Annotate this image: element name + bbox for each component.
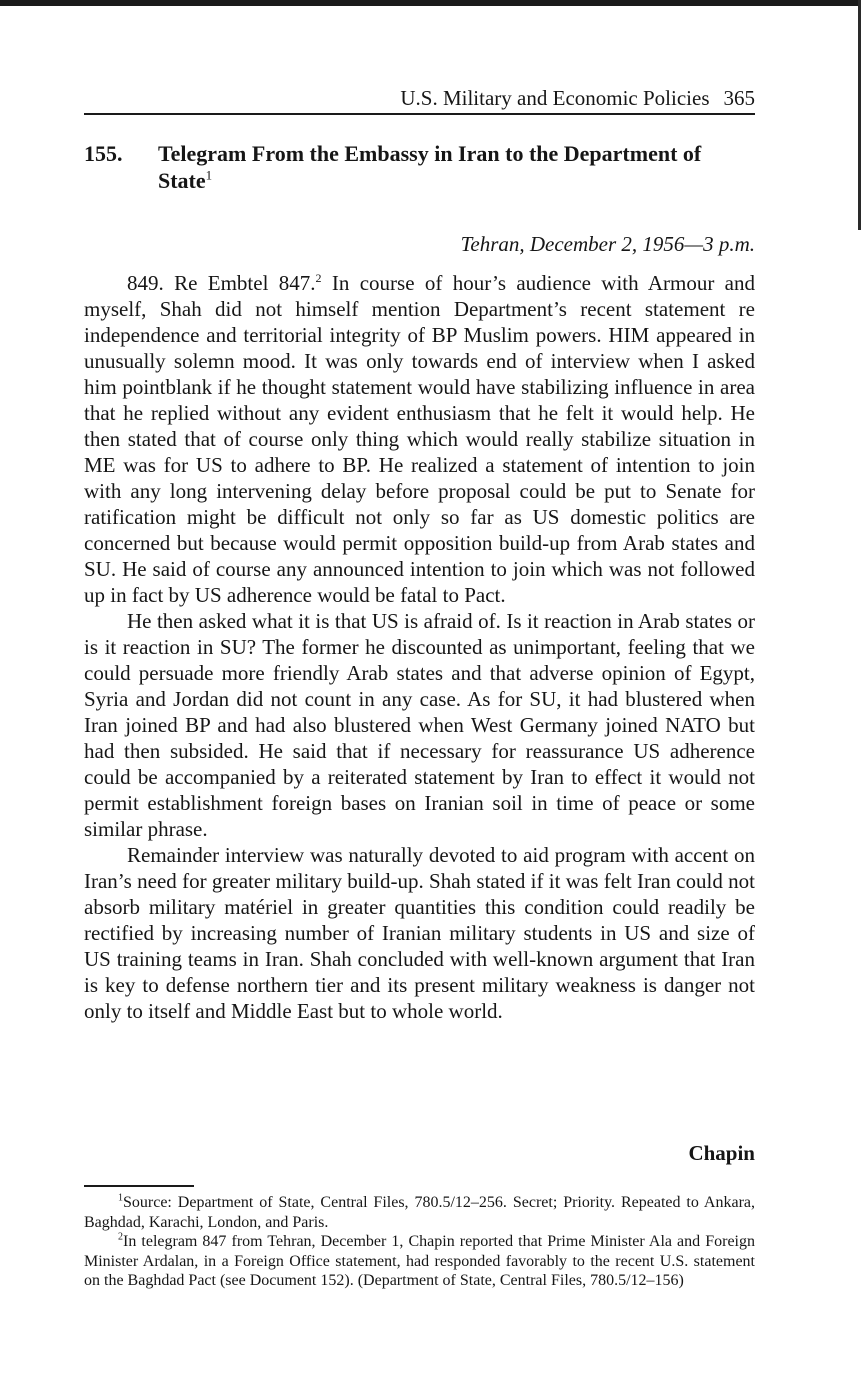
paragraph-1 xyxy=(84,270,755,608)
signature: Chapin xyxy=(688,1141,755,1165)
telegram-body xyxy=(84,270,755,1024)
document-title-text: Telegram From the Embassy in Iran to the Department of State xyxy=(158,141,702,193)
dateline: Tehran, December 2, 1956—3 p.m. xyxy=(460,232,755,256)
footnote-2-marker: 2 xyxy=(118,1231,123,1243)
paragraph-3: Remainder interview was naturally devoted to aid program with accent on Iran’s need for greater military build-up. Shah stated if it was felt Iran could not absorb military matériel in greater quantities this condition could readily be rectified by increasing number of Iranian military students in US and size of US training teams in Iran. Shah concluded with well-known argument that Iran is key to defense northern tier and its present military weakness is danger not only to itself and Middle East but to whole world. xyxy=(84,843,755,1023)
footnote-ref-1: 1 xyxy=(205,167,213,183)
footnote-ref-2: 2 xyxy=(315,271,322,285)
running-head-title: U.S. Military and Economic Policies xyxy=(400,86,710,110)
footnote-1 xyxy=(84,1193,755,1232)
paragraph-2: He then asked what it is that US is afraid of. Is it reaction in Arab states or is it reaction in SU? The former he discounted as unimportant, feeling that we could persuade more friendly Arab states and that adverse opinion of Egypt, Syria and Jordan did not count in any case. As for SU, it had blustered when Iran joined BP and had also blustered when West Germany joined NATO but had then subsided. He said that if necessary for reassurance US adherence could be accompanied by a reiterated statement by Iran to effect it would not permit establishment foreign bases on Iranian soil in time of peace or some similar phrase. xyxy=(84,609,755,841)
page-number: 365 xyxy=(723,86,755,110)
page-top-edge xyxy=(0,0,861,6)
footnote-1-marker: 1 xyxy=(118,1192,123,1204)
footnote-rule xyxy=(84,1185,194,1187)
footnote-1-text: Source: Department of State, Central Files, 780.5/12–256. Secret; Priority. Repeated to Ankara, Baghdad, Karachi, London, and Paris. xyxy=(84,1194,755,1231)
footnotes xyxy=(84,1193,755,1291)
footnote-2-text: In telegram 847 from Tehran, December 1, Chapin reported that Prime Minister Ala and Foreign Minister Ardalan, in a Foreign Office statement, had responded favorably to the recent U.S. statement on the Baghdad Pact (see Document 152). (Department of State, Central Files, 780.5/12–156) xyxy=(84,1233,755,1289)
paragraph-1-text: In course of hour’s audience with Armour and myself, Shah did not himself mention Department’s recent statement re independence and territorial integrity of BP Muslim powers. HIM appeared in unusually solemn mood. It was only towards end of interview when I asked him pointblank if he thought statement would have stabilizing influence in area that he replied without any evident enthusiasm that he felt it would help. He then stated that of course only thing which would really stabilize situation in ME was for US to adhere to BP. He realized a statement of intention to join with any long intervening delay before proposal could be put to Senate for ratification might be difficult not only so far as US domestic politics are concerned but because would permit opposition build-up from Arab states and SU. He said of course any announced intention to join which was not followed up in fact by US adherence would be fatal to Pact. xyxy=(84,271,755,607)
footnote-2 xyxy=(84,1232,755,1291)
document-title xyxy=(158,140,755,194)
document-number: 155. xyxy=(84,141,123,166)
paragraph-1-lead: 849. Re Embtel 847. xyxy=(127,271,316,295)
running-head xyxy=(84,84,755,115)
